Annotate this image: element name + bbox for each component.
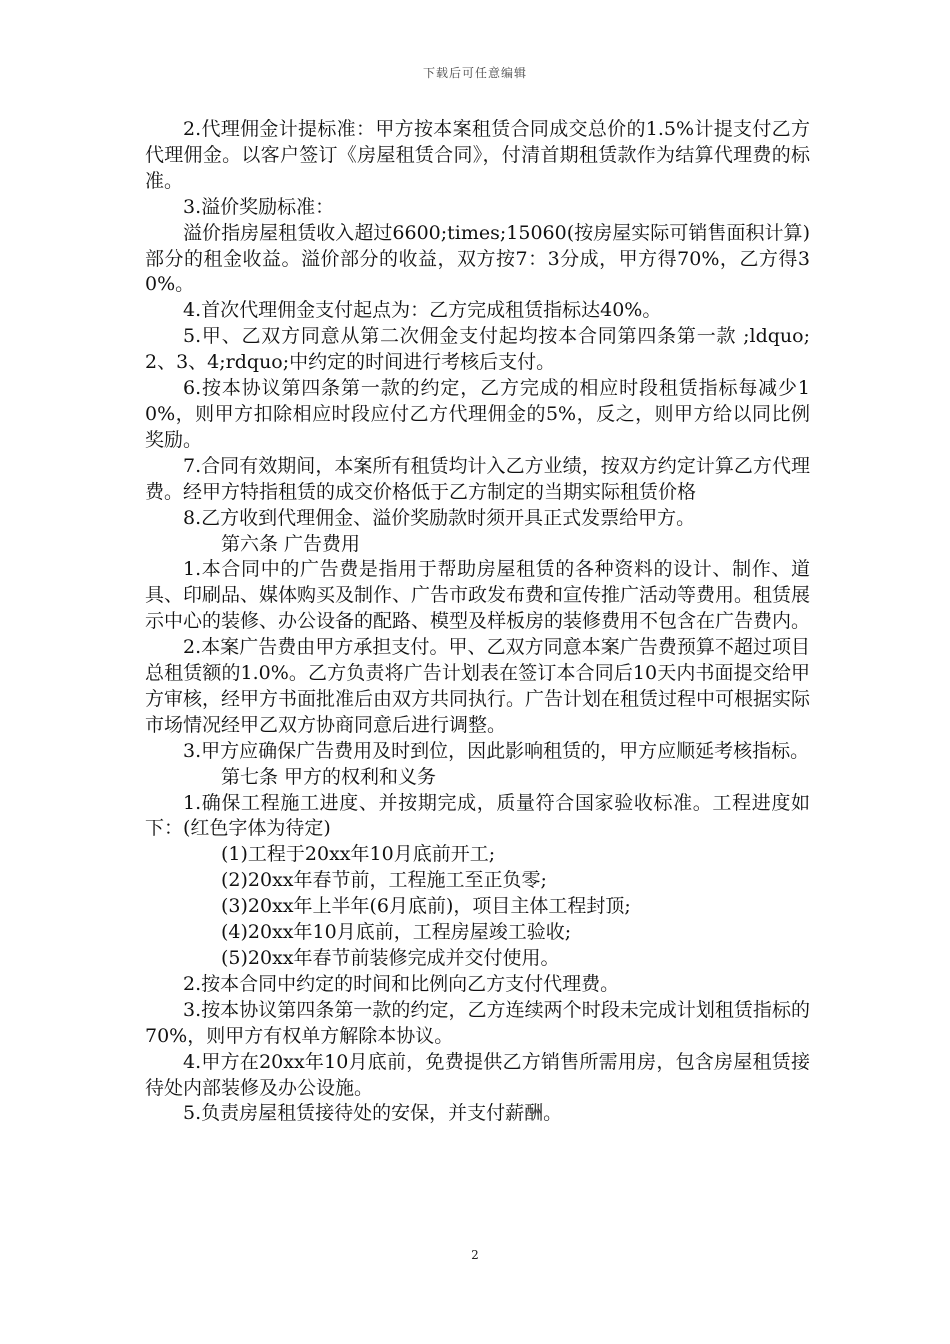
list-item-milestone-1: (1)工程于20xx年10月底前开工; <box>221 843 496 866</box>
list-item-milestone-5: (5)20xx年春节前装修完成并交付使用。 <box>221 947 560 969</box>
paragraph-advertising-budget: 2.本案广告费由甲方承担支付。甲、乙双方同意本案广告费预算不超过项目总租赁额的1.0%。乙方负责将广告计划表在签订本合同后10天内书面提交给甲方审核，经甲方书面批准后由双方共同执行。广告计划在租赁过程中可根据实际市场情况经甲乙双方协商同意后进行调整。 <box>145 636 811 736</box>
paragraph-termination-right: 3.按本协议第四条第一款的约定，乙方连续两个时段未完成计划租赁指标的70%，则甲方有权单方解除本协议。 <box>145 998 810 1047</box>
paragraph-construction-progress: 1.确保工程施工进度、并按期完成，质量符合国家验收标准。工程进度如下：(红色字体为待定) <box>145 791 810 840</box>
paragraph-subsequent-payment: 5.甲、乙双方同意从第二次佣金支付起均按本合同第四条第一款 ;ldquo;2、3、4;rdquo;中约定的时间进行考核后支付。 <box>145 325 810 374</box>
list-item-milestone-3: (3)20xx年上半年(6月底前)，项目主体工程封顶; <box>221 895 631 918</box>
paragraph-security: 5.负责房屋租赁接待处的安保，并支付薪酬。 <box>183 1102 563 1125</box>
paragraph-sales-office: 4.甲方在20xx年10月底前，免费提供乙方销售所需用房，包含房屋租赁接待处内部装修及办公设施。 <box>145 1050 810 1099</box>
page-header: 下载后可任意编辑 <box>422 66 527 80</box>
paragraph-commission-standard: 2.代理佣金计提标准：甲方按本案租赁合同成交总价的1.5%计提支付乙方代理佣金。以客户签订《房屋租赁合同》，付清首期租赁款作为结算代理费的标准。 <box>145 118 810 192</box>
paragraph-first-payment-threshold: 4.首次代理佣金支付起点为：乙方完成租赁指标达40%。 <box>183 299 662 322</box>
paragraph-pay-agency-fee: 2.按本合同中约定的时间和比例向乙方支付代理费。 <box>183 972 620 995</box>
paragraph-invoice: 8.乙方收到代理佣金、溢价奖励款时须开具正式发票给甲方。 <box>183 506 696 529</box>
section-heading-article-seven: 第七条 甲方的权利和义务 <box>221 765 437 788</box>
paragraph-valid-period-performance: 7.合同有效期间，本案所有租赁均计入乙方业绩，按双方约定计算乙方代理费。经甲方特指租赁的成交价格低于乙方制定的当期实际租赁价格 <box>145 454 810 503</box>
list-item-milestone-2: (2)20xx年春节前，工程施工至正负零; <box>221 869 547 892</box>
paragraph-deduction-reward: 6.按本协议第四条第一款的约定，乙方完成的相应时段租赁指标每减少10%，则甲方扣除相应时段应付乙方代理佣金的5%，反之，则甲方给以同比例奖励。 <box>145 377 810 451</box>
list-item-milestone-4: (4)20xx年10月底前，工程房屋竣工验收; <box>221 921 572 944</box>
page-number: 2 <box>471 1248 479 1262</box>
paragraph-premium-reward-title: 3.溢价奖励标准： <box>183 195 335 218</box>
paragraph-advertising-definition: 1.本合同中的广告费是指用于帮助房屋租赁的各种资料的设计、制作、道具、印刷品、媒体购买及制作、广告市政发布费和宣传推广活动等费用。租赁展示中心的装修、办公设备的配路、模型及样板房的装修费用不包含在广告费内。 <box>145 558 811 633</box>
section-heading-article-six: 第六条 广告费用 <box>221 532 361 555</box>
paragraph-premium-definition: 溢价指房屋租赁收入超过6600;times;15060(按房屋实际可销售面积计算)部分的租金收益。溢价部分的收益，双方按7：3分成，甲方得70%，乙方得30%。 <box>145 221 810 296</box>
document-body <box>145 117 810 1127</box>
paragraph-advertising-funding: 3.甲方应确保广告费用及时到位，因此影响租赁的，甲方应顺延考核指标。 <box>183 739 810 762</box>
